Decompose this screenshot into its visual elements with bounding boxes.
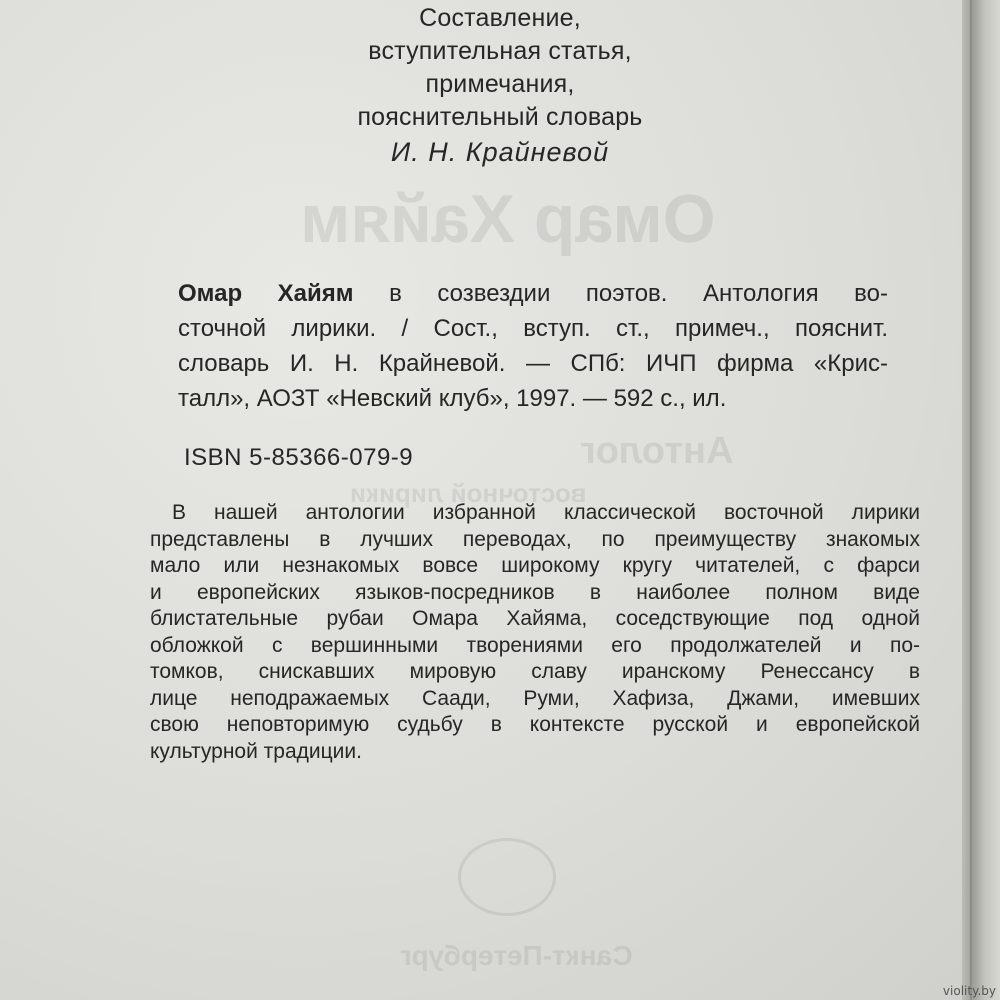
show-through-city: Санкт-Петербург bbox=[400, 940, 633, 971]
annotation-line: томков, снискавших мировую славу иранскому Ренессансу в bbox=[150, 660, 920, 683]
annotation-line: и европейских языков-посредников в наиболее полном виде bbox=[150, 580, 920, 604]
annotation-line: представлены в лучших переводах, по преимуществу знакомых bbox=[150, 527, 920, 551]
credits-line: вступительная статья, bbox=[368, 37, 632, 65]
show-through-publisher-logo bbox=[458, 838, 556, 916]
book-gutter bbox=[962, 0, 1000, 1000]
show-through-subtitle-2: восточной лирики bbox=[350, 478, 587, 508]
credits-line: пояснительный словарь bbox=[357, 103, 643, 131]
isbn-number: ISBN 5-85366-079-9 bbox=[184, 444, 414, 471]
citation-line-2: сточной лирики. / Сост., вступ. ст., примеч., пояснит. bbox=[178, 315, 888, 342]
annotation-line: лице неподражаемых Саади, Руми, Хафиза, Джами, имевших bbox=[150, 686, 920, 710]
citation-line-1 bbox=[178, 276, 888, 311]
citation-line-4: талл», АОЗТ «Невский клуб», 1997. — 592 с., ил. bbox=[178, 385, 727, 412]
page-edge bbox=[970, 0, 972, 1000]
annotation-line: В нашей антологии избранной классической восточной лирики bbox=[172, 501, 920, 524]
annotation-line: обложкой с вершинными творениями его продолжателей и по- bbox=[150, 633, 920, 657]
bibliographic-citation bbox=[178, 276, 888, 416]
citation-line-3: словарь И. Н. Крайневой. — СПб: ИЧП фирма «Крис- bbox=[178, 350, 888, 377]
credits-line: Составление, bbox=[419, 4, 581, 32]
show-through-title: Омар Хайям bbox=[300, 181, 716, 257]
annotation-paragraph bbox=[150, 500, 920, 765]
credits-block bbox=[300, 2, 700, 169]
compiler-name: И. Н. Крайневой bbox=[390, 137, 610, 167]
annotation-line: культурной традиции. bbox=[150, 739, 362, 763]
annotation-line: мало или незнакомых вовсе широкому кругу читателей, с фарси bbox=[150, 554, 920, 577]
annotation-line: блистательные рубаи Омара Хайяма, соседствующие под одной bbox=[150, 607, 920, 630]
annotation-line: свою неповторимую судьбу в контексте русской и европейской bbox=[150, 713, 920, 736]
citation-title: в созвездии поэтов. Антология во- bbox=[353, 280, 888, 307]
citation-author: Омар Хайям bbox=[178, 280, 354, 307]
watermark: violity.by bbox=[942, 984, 996, 998]
show-through-subtitle: Антолог bbox=[580, 430, 734, 472]
credits-line: примечания, bbox=[425, 70, 575, 98]
